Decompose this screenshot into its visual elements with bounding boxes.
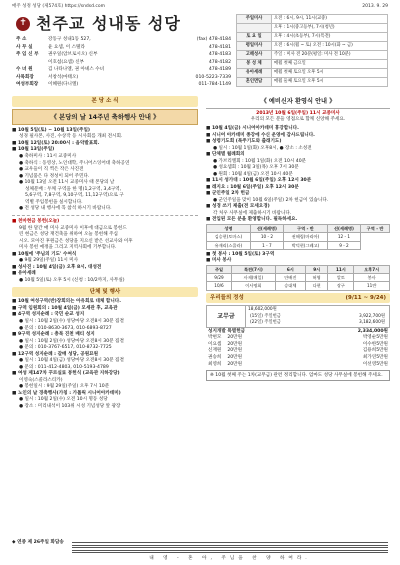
mass-label: 평일미사 xyxy=(237,41,272,50)
mass-time: 오후 : 4시(초등부), 7시(특전) xyxy=(272,32,388,41)
donor-cell: 최영희 xyxy=(208,361,222,367)
contact-phone: 478-4181 xyxy=(208,44,231,50)
donor-row xyxy=(206,361,390,368)
newcomers-header: 구역 - 반 xyxy=(284,225,328,233)
notice-item: ■ 11시 성가대 : 10월 6일(주일) 오후 12시 30분 xyxy=(206,178,312,184)
divider xyxy=(12,215,198,216)
donor-cell: 이요셉 xyxy=(208,341,222,347)
notice-item: 시오. 모아진 후원금은 성당을 지으신 받은 선교사와 이후 xyxy=(19,238,133,244)
notice-item: 이영숙(스콜라스티카) xyxy=(19,377,63,383)
offering-period: (9/11 ~ 9/24) xyxy=(345,294,386,301)
donor-cell: 20만원 xyxy=(227,361,243,367)
notice-item: 9월 한 달간 매 미사 교중미사 이후에 대금으로 봉헌드 xyxy=(19,225,127,231)
mass-service-cell: 안배진 xyxy=(275,274,305,282)
mass-time: 매월 첫째 토요일 오후 5시 xyxy=(272,68,388,77)
notice-item: ● 교우들이 직 찍은 작은 사진전 xyxy=(19,167,84,173)
notice-item: ■ 군인주일 2차 헌금 xyxy=(206,191,250,197)
mass-row xyxy=(237,32,388,41)
newcomers-cell: 김승현(토마스) xyxy=(207,233,251,241)
service-items xyxy=(206,252,390,264)
mass-service-cell: 봉사 xyxy=(354,274,390,282)
donor-list xyxy=(206,335,390,368)
mass-service-cell: 허영 xyxy=(305,274,328,282)
contact-phone: 478-4189 xyxy=(208,67,231,73)
contact-row xyxy=(16,36,231,44)
notice-item: 각 처우 사무실에 제출하시기 바랍니다. xyxy=(213,210,292,216)
notice-item: ● 원회 : 10월 4일(금) 오전 10시 40분 xyxy=(213,171,293,177)
notice-item: ● 봉헌일시 : 9월 29일(주일) 오후 7시 10분 xyxy=(19,384,110,390)
mass-label: 토 요 일 xyxy=(237,32,272,41)
mass-label: 봉 성 체 xyxy=(237,59,272,68)
offering-note: ※ 10월 첫째 주는 1차(교무금) 관련 정리합니다. 엄마도 성당 사무실에 봉헌해 주세요. xyxy=(206,370,390,382)
donor-cell: 20만원 xyxy=(227,341,243,347)
donor-cell: 이선영 xyxy=(362,361,377,367)
offering-title: 우리들의 정성 xyxy=(210,294,244,301)
newcomers-header: 성명 xyxy=(207,225,251,233)
newcomers-table xyxy=(206,224,390,250)
notice-item: ● 군인주일을 맞이 10월 6일(주일) 2차 헌금이 있습니다. xyxy=(213,197,329,203)
mass-service-cell: 9/29 xyxy=(207,274,232,282)
donor-cell: 5만원 xyxy=(376,335,388,341)
sunday-offering-row xyxy=(248,320,387,326)
notice-item: ● 문의 : 011-412-4803, 010-5193-4789 xyxy=(19,364,109,370)
mass-service-header: 주일 xyxy=(207,266,232,274)
notice-item: ● 문의 : 010-3767-6517, 010-8732-7725 xyxy=(19,345,112,351)
contact-row xyxy=(16,66,231,74)
notice-item: 린 현금은 성당 재건축을 위하여 오늘 봉헌해 주십 xyxy=(19,232,118,238)
notice-item: ■ 10월 4일(금) 시니어아카데미 휴강합니다. xyxy=(206,126,299,132)
tithe-values xyxy=(246,306,389,326)
left-column xyxy=(12,96,198,410)
newcomers-cell: 12 - 1 xyxy=(327,233,360,241)
contact-label: 여성부회장 xyxy=(16,82,39,88)
notice-item: ■ 12구역 성지순례 : 갈매 성당, 공원묘원 xyxy=(12,351,99,357)
church-cross-icon: ✝ xyxy=(16,17,30,31)
mass-row xyxy=(237,59,388,68)
notice-item: 5,6구역, 7,8구역, 9,10구역, 11,12구역)으로 구 xyxy=(25,193,124,199)
header xyxy=(12,14,388,92)
groups-heading: 단체 및 행사 xyxy=(12,287,198,298)
contact-text: 이호섭(요셉) 신부 xyxy=(48,59,85,65)
notice-item: ■ 첫 봉사 : 10월 5일(토) 3구역 xyxy=(206,251,275,257)
newcomers-header-row xyxy=(207,225,390,233)
notice-item: ■ 유아세례 xyxy=(12,271,36,277)
donor-cell: 김용희 xyxy=(362,348,377,354)
donor-row xyxy=(206,348,390,355)
mass-service-header: 9시 xyxy=(305,266,328,274)
psalm-title: ◆ 연중 제 26주일 화답송 xyxy=(12,540,64,545)
donor-cell: 20만원 xyxy=(227,354,243,360)
tithe-label: 교무금 xyxy=(207,306,246,326)
mass-time: 매월 둘째 토요일 오후 5시 xyxy=(272,77,388,86)
contact-phone: 011-784-1149 xyxy=(198,82,231,88)
contact-row xyxy=(16,44,231,52)
mass-service-row xyxy=(207,282,390,290)
notice-item: ● 축하식 : 동영상, 노인대학, 주니어스잉어대 축하공연 xyxy=(19,160,130,166)
notice-item: ● 일시 : 10월 2일(수) 오전 10시 명동 성당 xyxy=(19,397,108,403)
contact-label: 사 무 실 xyxy=(16,44,33,50)
notice-item: ■ 4구역 성지순례 : 국민 순교 성지 xyxy=(12,312,85,318)
mass-schedule-table xyxy=(236,14,388,87)
notice-item: ■ 단체별 월례회의 xyxy=(206,152,245,158)
offering-heading xyxy=(206,293,390,304)
sunday-offerings xyxy=(246,313,389,327)
notice-item: ● 10월 5일(토) 오후 5시 (신청 : 10/2까지, 사무실) xyxy=(19,277,125,283)
welcome-banner: 《 예비신자 환영식 안내 》 xyxy=(206,96,390,109)
newcomers-header: 선(세례명) xyxy=(327,225,360,233)
newcomers-cell: 10 - 2 xyxy=(250,233,283,241)
mass-label xyxy=(237,23,272,32)
newcomers-cell: 권해림(마리아) xyxy=(284,233,328,241)
mass-service-header: 오후7시 xyxy=(354,266,390,274)
parish-news-heading: 본 당 소 식 xyxy=(12,96,198,107)
notice-item: ● 일시 : 10월 2일(수) 성당마당 오전8시 30분 집결 xyxy=(19,318,124,324)
contact-row xyxy=(16,59,231,67)
donor-cell: 20만원 xyxy=(227,348,243,354)
contact-text: 윤 요셉, 이 스텔라 xyxy=(48,44,85,50)
contact-row xyxy=(16,74,231,82)
notice-item: ● 일시 : 10월 4일(금) 성당마당 오전8시 30분 집결 xyxy=(19,358,124,364)
donor-cell: 권승희 xyxy=(208,354,222,360)
notice-item: ■ 구역 임원회의 : 10월 4일(금) 모세관 후, 교육관 xyxy=(12,305,118,311)
donor-row xyxy=(206,355,390,362)
contact-label: 주 임 신 부 xyxy=(16,52,39,58)
notice-item: ■ 전입된 모든 분을 환영합니다. 필독하세요. xyxy=(206,217,298,223)
mass-service-cell: 11반 xyxy=(354,282,390,290)
sunday-offering-amount: 3,922,700원 xyxy=(358,313,385,319)
notice-item: ● 성요셉회 : 10월 3일(목) 오후 7시 30분 xyxy=(213,165,299,171)
notice-item: ■ 성사진 : 10월 4일(금) 오후 8시, 대성전 xyxy=(12,264,102,270)
parish-notice-items xyxy=(12,219,198,284)
mass-row xyxy=(237,50,388,59)
donor-cell: 5만원 xyxy=(376,341,388,347)
mass-service-cell: 승대체 xyxy=(275,282,305,290)
group-items xyxy=(12,299,198,409)
welcome-date: 2013년 10월 6일(주일) 11시 교중미사 xyxy=(256,110,340,116)
contact-label: 수 녀 원 xyxy=(16,67,33,73)
mass-time: 주일 : 미사 전 20분(평일: 미사 전 10분) xyxy=(272,50,388,59)
newcomers-row xyxy=(207,241,390,249)
anniversary-items xyxy=(12,128,198,212)
newcomers-cell: 9 - 2 xyxy=(327,241,360,249)
special-offering-total: 2,334,000원 xyxy=(357,328,388,334)
mass-label: 고해성사 xyxy=(237,50,272,59)
notice-item: ■ 10월 5일(토) ~ 10월 13일(주일) xyxy=(12,127,91,133)
notice-item: ■ 10월에 '주님의 기도' 수여식 xyxy=(12,251,77,257)
bulletin-date: 2013. 9. 29 xyxy=(362,4,388,9)
newcomers-header: 선(세례명) xyxy=(250,225,283,233)
notice-item: ● 가브리엘회 : 10월 1일(화) 오전 10시 40분 xyxy=(213,158,307,164)
mass-service-cell: 이사명회 xyxy=(232,282,276,290)
welcome-note: 우리의 모든 분들 영접으로 함께 신앙해 주세요. xyxy=(250,117,346,123)
notice-item: ● 일시 : 10월 2일(수) 성당마당 오전8시 30분 집결 xyxy=(19,338,124,344)
tithe-total: 18,602,000원 xyxy=(248,306,277,312)
sunday-offering-label: (22일) 주일헌금 xyxy=(250,320,281,326)
mass-time: 매월 첫째 금요일 xyxy=(272,59,388,68)
mass-row xyxy=(237,68,388,77)
donor-cell: 이수한 xyxy=(362,341,377,347)
donor-cell: 최가연 xyxy=(362,354,377,360)
notice-item: ● 전 성당 내 행사에 꼭 참석 하시기 바랍니다. xyxy=(19,206,112,212)
mass-label: 혼인면담 xyxy=(237,77,272,86)
contact-text: 서창석(마태오) xyxy=(48,74,79,80)
mass-service-cell: 장구 xyxy=(328,282,354,290)
mass-service-header: 11시 xyxy=(328,266,354,274)
contact-phone: 478-4182 xyxy=(208,59,231,65)
contact-row xyxy=(16,51,231,59)
notice-item: ● 장소 : 미리내석이 103위 시성 기념성당 앞 광장 xyxy=(19,403,121,409)
notice-item: ■ 성령기도회 (목주기도와 출래기도) xyxy=(206,139,282,145)
notice-item: ■ 여성 제147차 꾸르실료 봉헌식 (교육관 지하강당) xyxy=(12,371,120,377)
mass-service-header: 특전(7시) xyxy=(232,266,276,274)
notice-item: ● 축하미사 : 11시 교중미사 xyxy=(19,154,77,159)
right-column xyxy=(206,96,390,383)
contact-phone: (fax) 478-4184 xyxy=(196,36,231,42)
contact-text: 권우일(암브로시오) 신부 xyxy=(48,52,98,58)
notice-item: ● 일시 : 10월 1일(화) 오후8시, ● 장소 : 소성전 xyxy=(213,145,312,151)
notice-item: ■ 9구역 성지순례 : 충북 진천 배티 성지 xyxy=(12,332,95,338)
mass-service-cell: 다현 xyxy=(305,282,328,290)
contact-label: 사목회장 xyxy=(16,74,34,80)
newcomers-row xyxy=(207,233,390,241)
contact-row xyxy=(16,82,231,90)
donor-cell: 5만원 xyxy=(376,361,388,367)
anniversary-banner: 《 본당의 날 14주년 축하행사 안내 》 xyxy=(12,109,198,125)
donor-row xyxy=(206,335,390,342)
notice-item: ■ 천마현금 봉헌(오늘) xyxy=(12,218,60,224)
contact-phone: 478-4183 xyxy=(208,52,231,58)
newcomers-cell: 1 - 7 xyxy=(250,241,283,249)
notice-item: ● 기념품은 다 정성이 되어 주민다. xyxy=(19,173,90,179)
donor-cell: 5만원 xyxy=(376,348,388,354)
notice-item: ■ 레지오 : 10월 6일(주일) 오후 12시 30분 xyxy=(206,184,299,190)
notice-item: ● 10월 13일 오전 11시 교중미사 때 본당의 날 xyxy=(19,180,115,186)
notice-item: ■ 미사 봉사 xyxy=(206,258,232,264)
mass-service-cell: 알토 xyxy=(328,274,354,282)
mass-row xyxy=(237,15,388,24)
notice-item: 성경 필사본, 사진, 수상작 등 시사회를 개최 전시회. xyxy=(19,134,123,140)
mass-time: 오후 : 1시(중고등부), 7시(청년) xyxy=(272,23,388,32)
contact-text: 김 나타나엘, 권 아녜스 수녀 xyxy=(48,67,105,73)
music-staff xyxy=(72,542,388,554)
notice-item: 성체분배 : 두께 구역을 한 명(1,2구역, 3,4구역, xyxy=(25,186,122,192)
mass-service-cell: 10/6 xyxy=(207,282,232,290)
donor-cell: 신재원 xyxy=(208,348,222,354)
newcomers-header: 구역 - 반 xyxy=(361,225,390,233)
contact-text: 강동구 성내1동 527, xyxy=(48,36,91,42)
church-name: 천주교 성내동 성당 xyxy=(36,14,181,33)
mass-time: 오전 : 6시(월 ~ 토) 오전 : 10시(화 ~ 금) xyxy=(272,41,388,50)
contact-label: 주 소 xyxy=(16,36,27,42)
mass-service-header-row xyxy=(207,266,390,274)
special-offering-label: 성지개발 특별헌금 xyxy=(208,328,246,334)
newcomers-cell: 유재리(스콜라) xyxy=(207,241,251,249)
mass-service-header: 6시 xyxy=(275,266,305,274)
donor-cell: 박현모 xyxy=(208,335,222,341)
mass-time: 오전 : 6시, 9시, 11시(교중) xyxy=(272,15,388,24)
donor-cell: 5만원 xyxy=(376,354,388,360)
sunday-offering-amount: 3,182,600원 xyxy=(358,320,385,326)
right-notice-items xyxy=(206,126,390,223)
sunday-offering-label: (15일) 주일헌금 xyxy=(250,313,281,319)
notice-item: 역별 주임봉헌을 실시합니다. xyxy=(25,199,83,205)
notice-item: ■ 노인의 날 경축행사(가칭 : 가톨릭 시니어아카데미) xyxy=(12,390,121,396)
notice-item: ● 9월 29일(주일) 11시 미사 xyxy=(19,258,79,264)
mass-label: 유아세례 xyxy=(237,68,272,77)
donor-cell: 20만원 xyxy=(227,335,243,341)
notice-item: ■ 10월 13일(주일) xyxy=(12,147,55,153)
mass-service-row xyxy=(207,274,390,282)
notice-item: ■ 10월 여성구역(반)장회의는 아유회로 대체 합니다. xyxy=(12,299,121,305)
mass-row xyxy=(237,41,388,50)
mass-label: 주일미사 xyxy=(237,15,272,24)
mass-service-cell: 사제(매일) xyxy=(232,274,276,282)
notice-item: ■ 성경 쓰기 제출(전 모세오경) xyxy=(206,204,270,210)
mass-row xyxy=(237,23,388,32)
notice-item: ■ 10월 12일(토) 20:00시 : 음악발표회. xyxy=(12,140,100,146)
footer xyxy=(12,540,388,562)
notice-item: ■ 시니어 아카데미 종강에 수신 운영에 감사드립니다. xyxy=(206,132,315,138)
notice-item: ● 문의 : 010-8630-3673, 010-6893-8727 xyxy=(19,325,112,331)
contact-phone: 010-5223-7339 xyxy=(195,74,231,80)
bulletin-info: 매주 성정 성당 (제574호) https://sndsd.com xyxy=(12,4,106,9)
contact-text: 이혜원(다니엘) xyxy=(48,82,79,88)
donor-cell: 박영순 xyxy=(362,335,377,341)
contact-list xyxy=(16,36,231,89)
mass-service-table xyxy=(206,265,390,291)
notice-item: 미사 봉헌 예정을 그리고 지역사회에 기부합니다. xyxy=(19,245,117,251)
psalm-lyric: 내 영 - 혼 아, 주님을 찬 양 하여라. xyxy=(149,556,311,561)
offering-summary xyxy=(206,305,390,327)
logo-row xyxy=(16,14,216,34)
top-bar xyxy=(12,4,388,11)
newcomers-cell: 박덕현(그레고) xyxy=(284,241,328,249)
mass-row xyxy=(237,77,388,86)
